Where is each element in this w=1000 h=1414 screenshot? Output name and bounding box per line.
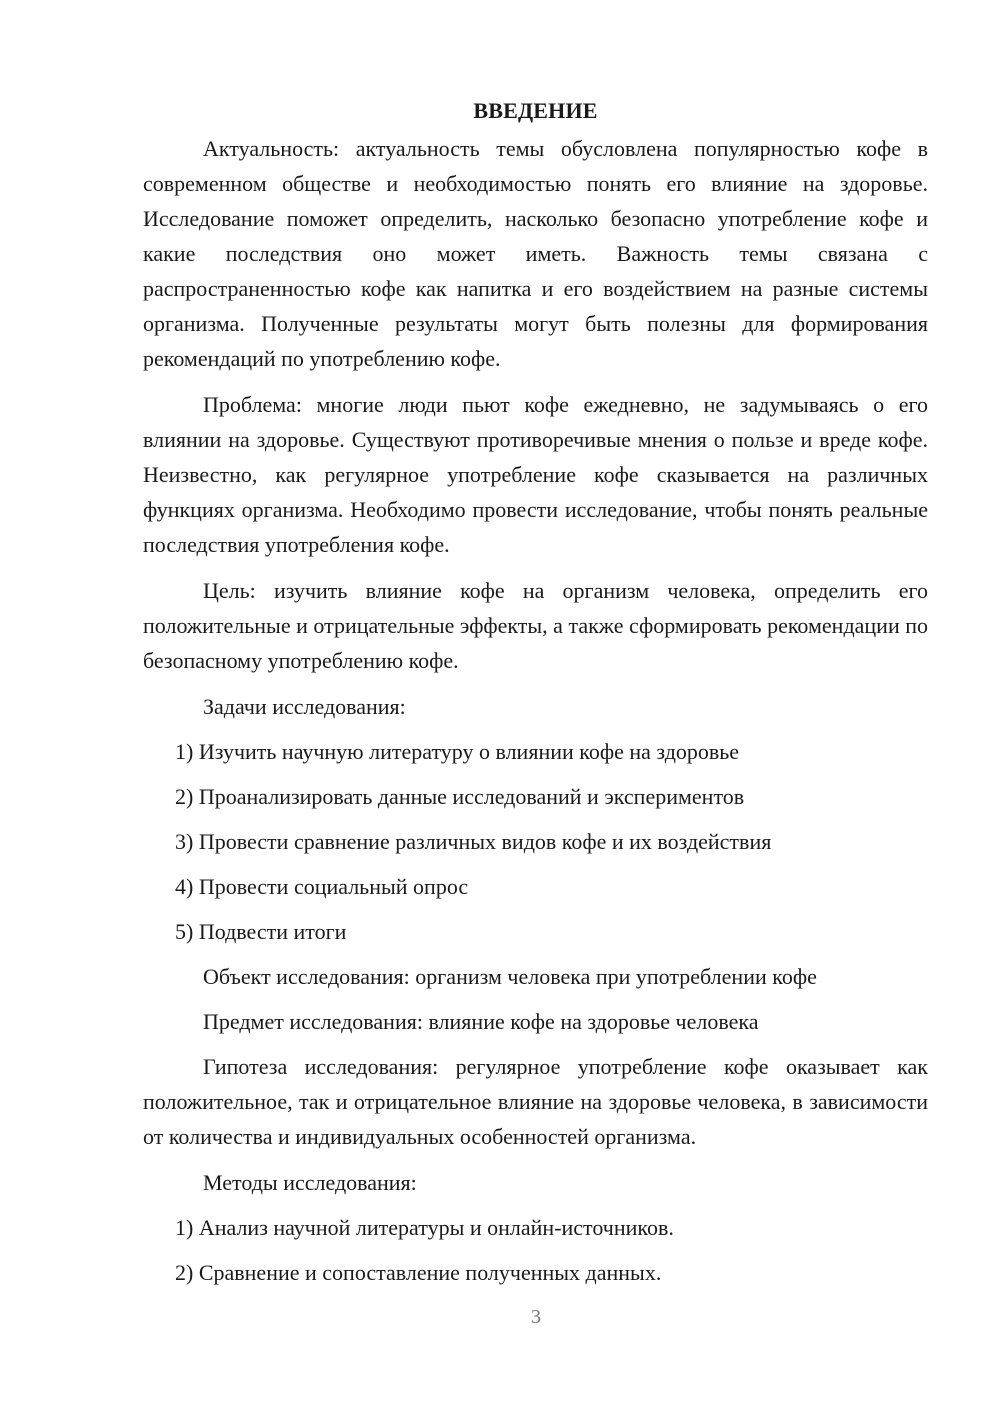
task-item-1: 1) Изучить научную литературу о влиянии кофе на здоровье <box>175 739 740 764</box>
goal-paragraph: Цель: изучить влияние кофе на организм человека, определить его положительные и отрицательные эффекты, а также сформировать рекомендации по безопасному употреблению кофе. <box>143 578 928 673</box>
method-item-2: 2) Сравнение и сопоставление полученных данных. <box>175 1260 662 1285</box>
problem-paragraph: Проблема: многие люди пьют кофе ежедневно, не задумываясь о его влиянии на здоровье. Существуют противоречивые мнения о пользе и вреде кофе. Неизвестно, как регулярное употребление кофе сказывается на различных функциях организма. Необходимо провести исследование, чтобы понять реальные последствия употребления кофе. <box>143 392 928 557</box>
relevance-paragraph: Актуальность: актуальность темы обусловлена популярностью кофе в современном обществе и необходимостью понять его влияние на здоровье. Исследование поможет определить, насколько безопасно употребление кофе и какие последствия оно может иметь. Важность темы связана с распространенностью кофе как напитка и его воздействием на разные системы организма. Полученные результаты могут быть полезны для формирования рекомендаций по употреблению кофе. <box>143 136 928 371</box>
page-content <box>143 93 928 1300</box>
page-number: 3 <box>531 1306 541 1328</box>
tasks-heading: Задачи исследования: <box>203 694 406 719</box>
methods-heading: Методы исследования: <box>203 1170 417 1195</box>
hypothesis-paragraph: Гипотеза исследования: регулярное употребление кофе оказывает как положительное, так и отрицательное влияние на здоровье человека, в зависимости от количества и индивидуальных особенностей организма. <box>143 1054 928 1149</box>
page-title: ВВЕДЕНИЕ <box>473 98 598 123</box>
research-subject: Предмет исследования: влияние кофе на здоровье человека <box>203 1009 759 1034</box>
task-item-3: 3) Провести сравнение различных видов кофе и их воздействия <box>175 829 772 854</box>
task-item-4: 4) Провести социальный опрос <box>175 874 469 899</box>
method-item-1: 1) Анализ научной литературы и онлайн-источников. <box>175 1215 674 1240</box>
task-item-2: 2) Проанализировать данные исследований и экспериментов <box>175 784 745 809</box>
task-item-5: 5) Подвести итоги <box>175 919 347 944</box>
research-object: Объект исследования: организм человека при употреблении кофе <box>203 964 817 989</box>
